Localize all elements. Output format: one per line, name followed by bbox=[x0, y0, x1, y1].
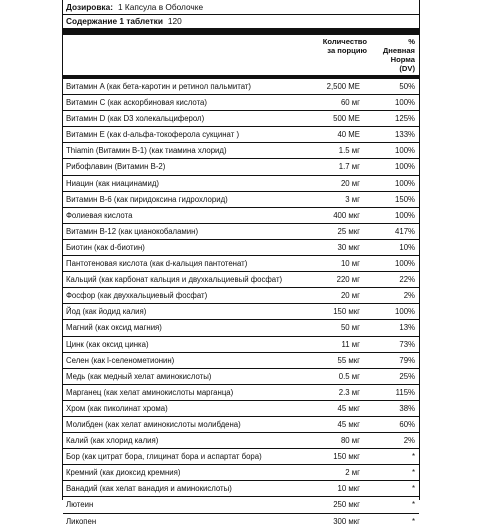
nutrient-name: Бор (как цитрат бора, глицинат бора и аспартат бора) bbox=[66, 452, 262, 462]
nutrient-amount: 60 мг bbox=[340, 98, 360, 108]
nutrient-daily-value: 125% bbox=[395, 114, 415, 124]
nutrient-amount: 55 мкг bbox=[337, 355, 360, 365]
table-row bbox=[63, 208, 419, 224]
nutrient-daily-value: * bbox=[411, 452, 415, 462]
table-row bbox=[63, 127, 419, 143]
table-row bbox=[63, 417, 419, 433]
nutrient-name: Йод (как йодид калия) bbox=[66, 307, 147, 317]
table-row bbox=[63, 159, 419, 175]
nutrient-name: Калий (как хлорид калия) bbox=[66, 436, 159, 446]
nutrient-name: Ниацин (как ниацинамид) bbox=[66, 178, 160, 188]
nutrient-name: Фосфор (как двухкальциевый фосфат) bbox=[66, 291, 208, 301]
nutrient-name: Фолиевая кислота bbox=[66, 210, 133, 220]
nutrient-amount: 0.5 мг bbox=[338, 371, 360, 381]
nutrient-name: Селен (как l-селенометионин) bbox=[66, 355, 175, 365]
nutrient-name: Лютеин bbox=[66, 500, 94, 510]
dosage-value: 1 Капсула в Оболочке bbox=[117, 2, 204, 12]
table-row bbox=[63, 192, 419, 208]
nutrient-name: Кремний (как диоксид кремния) bbox=[66, 468, 181, 478]
table-row bbox=[63, 385, 419, 401]
table-row bbox=[63, 369, 419, 385]
nutrient-daily-value: 133% bbox=[395, 130, 415, 140]
nutrient-amount: 150 мкг bbox=[333, 452, 360, 462]
servings-label: Содержание 1 таблетки bbox=[66, 16, 163, 26]
nutrient-amount: 150 мкг bbox=[333, 307, 360, 317]
nutrient-name: Витамин A (как бета-каротин и ретинол пальмитат) bbox=[66, 82, 252, 91]
table-row bbox=[63, 176, 419, 192]
table-row bbox=[63, 433, 419, 449]
nutrient-name: Thiamin (Витамин B-1) (как тиамина хлорид) bbox=[66, 146, 227, 156]
nutrient-amount: 10 мг bbox=[340, 259, 360, 269]
nutrient-amount: 20 мг bbox=[340, 178, 360, 188]
nutrient-daily-value: 100% bbox=[395, 178, 415, 188]
nutrient-daily-value: 79% bbox=[399, 355, 415, 365]
nutrient-name: Биотин (как d-биотин) bbox=[66, 242, 145, 252]
nutrient-name: Хром (как пиколинат хрома) bbox=[66, 403, 168, 413]
nutrient-daily-value: 100% bbox=[395, 259, 415, 269]
nutrient-amount: 30 мкг bbox=[337, 242, 360, 252]
nutrient-daily-value: 100% bbox=[395, 146, 415, 156]
nutrient-amount: 50 мг bbox=[340, 323, 360, 333]
nutrient-daily-value: 150% bbox=[395, 194, 415, 204]
nutrient-amount: 1.7 мг bbox=[338, 162, 360, 172]
nutrient-amount: 20 мг bbox=[340, 291, 360, 301]
nutrient-amount: 400 мкг bbox=[333, 210, 360, 220]
nutrient-name: Витамин E (как d-альфа-токоферола сукцинат ) bbox=[66, 130, 240, 140]
nutrient-daily-value: 38% bbox=[399, 403, 415, 413]
nutrient-name: Витамин C (как аскорбиновая кислота) bbox=[66, 98, 207, 108]
supplement-facts-panel bbox=[62, 0, 420, 526]
nutrient-amount: 80 мг bbox=[340, 436, 360, 446]
nutrient-name: Медь (как медный хелат аминокислоты) bbox=[66, 371, 212, 381]
nutrient-daily-value: 22% bbox=[399, 275, 415, 285]
table-row bbox=[63, 288, 419, 304]
nutrient-daily-value: 100% bbox=[395, 210, 415, 220]
servings-value: 120 bbox=[167, 16, 182, 26]
nutrient-name: Витамин B-6 (как пиридоксина гидрохлорид) bbox=[66, 194, 228, 204]
nutrient-amount: 11 мг bbox=[341, 339, 360, 349]
nutrient-daily-value: * bbox=[411, 500, 415, 510]
nutrient-amount: 220 мг bbox=[336, 275, 360, 285]
table-row bbox=[63, 143, 419, 159]
dosage-line bbox=[66, 1, 416, 13]
nutrient-amount: 500 МЕ bbox=[333, 114, 360, 124]
table-row bbox=[63, 353, 419, 369]
table-row bbox=[63, 256, 419, 272]
nutrient-daily-value: 2% bbox=[403, 291, 415, 301]
nutrient-amount: 300 мкг bbox=[333, 516, 360, 526]
nutrient-table bbox=[63, 79, 419, 530]
nutrient-daily-value: 115% bbox=[395, 387, 415, 397]
nutrient-name: Рибофлавин (Витамин B-2) bbox=[66, 162, 166, 172]
nutrient-name: Магний (как оксид магния) bbox=[66, 323, 162, 333]
nutrient-amount: 3 мг bbox=[345, 194, 360, 204]
table-row bbox=[63, 481, 419, 497]
table-row bbox=[63, 111, 419, 127]
table-row bbox=[63, 240, 419, 256]
nutrient-daily-value: 50% bbox=[399, 82, 415, 91]
nutrient-amount: 250 мкг bbox=[333, 500, 360, 510]
servings-line bbox=[66, 15, 416, 27]
table-row bbox=[63, 79, 419, 95]
amount-column-header: Количество за порцию bbox=[322, 37, 367, 55]
nutrient-name: Витамин B-12 (как цианокобаламин) bbox=[66, 226, 199, 236]
table-row bbox=[63, 465, 419, 481]
nutrient-name: Ликопен bbox=[66, 516, 97, 526]
nutrient-daily-value: * bbox=[411, 484, 415, 494]
nutrient-amount: 1.5 мг bbox=[338, 146, 360, 156]
table-row bbox=[63, 337, 419, 353]
table-row bbox=[63, 304, 419, 320]
nutrient-amount: 10 мкг bbox=[337, 484, 360, 494]
nutrient-amount: 2,500 МЕ bbox=[326, 82, 360, 91]
thick-divider bbox=[63, 28, 419, 35]
nutrient-daily-value: 417% bbox=[395, 226, 415, 236]
nutrient-amount: 25 мкг bbox=[337, 226, 360, 236]
nutrient-daily-value: 2% bbox=[403, 436, 415, 446]
nutrient-daily-value: 25% bbox=[399, 371, 415, 381]
table-row bbox=[63, 401, 419, 417]
nutrient-name: Марганец (как хелат аминокислоты марганца) bbox=[66, 387, 234, 397]
nutrient-daily-value: * bbox=[411, 516, 415, 526]
daily-value-column-header: % Дневная Норма (DV) bbox=[382, 37, 415, 73]
nutrient-name: Витамин D (как D3 холекальциферол) bbox=[66, 114, 205, 124]
nutrient-daily-value: 73% bbox=[399, 339, 415, 349]
table-row bbox=[63, 514, 419, 530]
table-row bbox=[63, 449, 419, 465]
nutrient-name: Кальций (как карбонат кальция и двухкальциевый фосфат) bbox=[66, 275, 283, 285]
nutrient-daily-value: * bbox=[411, 468, 415, 478]
nutrient-name: Ванадий (как хелат ванадия и аминокислоты) bbox=[66, 484, 232, 494]
table-row bbox=[63, 320, 419, 336]
table-row bbox=[63, 224, 419, 240]
nutrient-daily-value: 60% bbox=[399, 419, 415, 429]
nutrient-amount: 2.3 мг bbox=[338, 387, 360, 397]
nutrient-daily-value: 13% bbox=[399, 323, 415, 333]
table-row bbox=[63, 95, 419, 111]
nutrient-amount: 2 мг bbox=[345, 468, 360, 478]
nutrient-name: Пантотеновая кислота (как d-кальция пантотенат) bbox=[66, 259, 248, 269]
nutrient-daily-value: 10% bbox=[399, 242, 415, 252]
dosage-label: Дозировка: bbox=[66, 2, 113, 12]
table-row bbox=[63, 272, 419, 288]
nutrient-daily-value: 100% bbox=[395, 162, 415, 172]
nutrient-amount: 40 МЕ bbox=[337, 130, 360, 140]
nutrient-name: Цинк (как оксид цинка) bbox=[66, 339, 149, 349]
nutrient-daily-value: 100% bbox=[395, 307, 415, 317]
nutrient-amount: 45 мкг bbox=[337, 419, 360, 429]
nutrient-daily-value: 100% bbox=[395, 98, 415, 108]
nutrient-amount: 45 мкг bbox=[337, 403, 360, 413]
nutrient-name: Молибден (как хелат аминокислоты молибдена) bbox=[66, 419, 241, 429]
